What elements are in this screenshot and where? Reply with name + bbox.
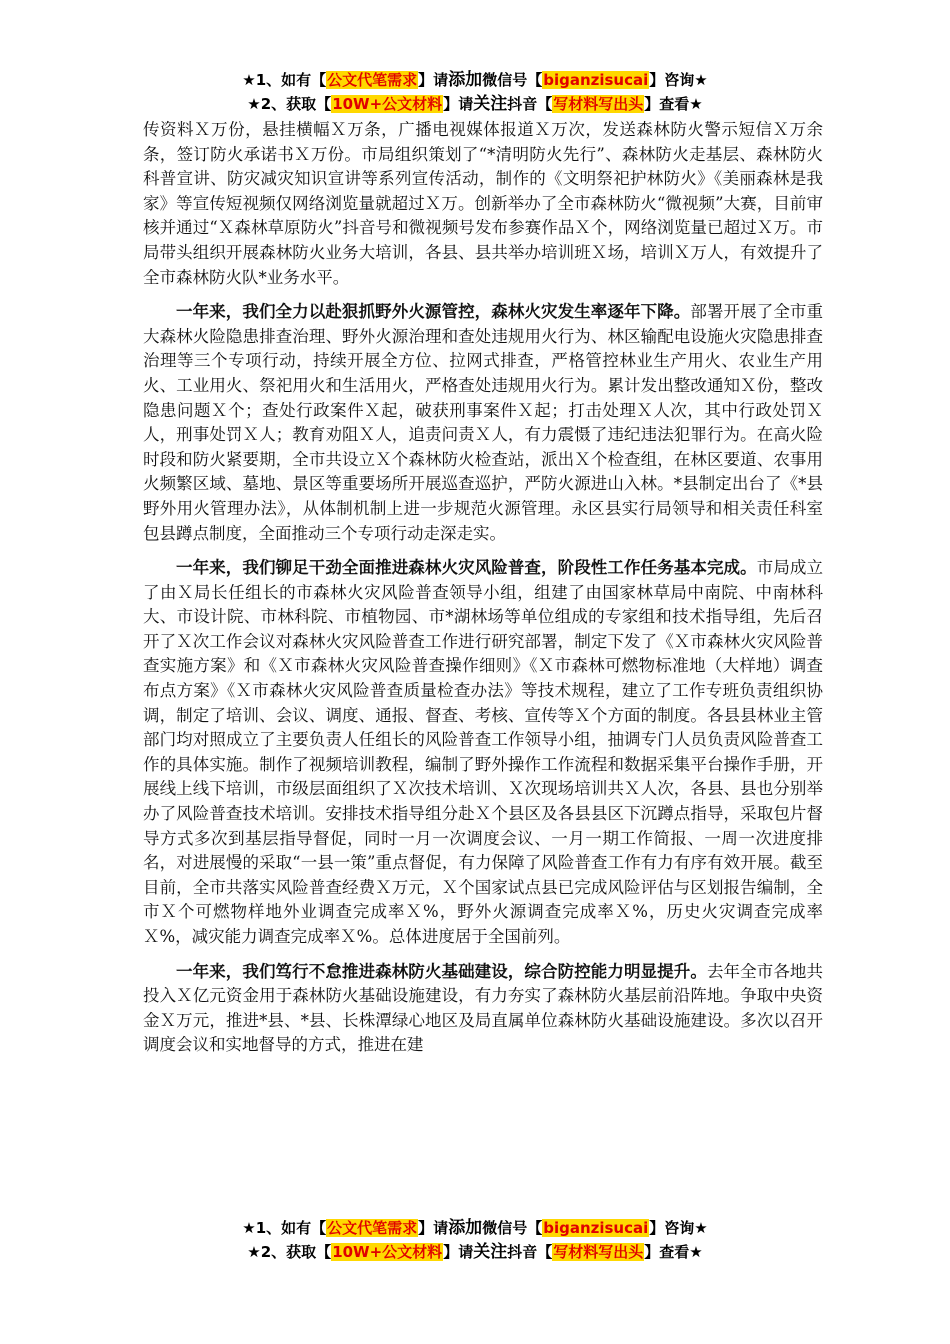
promo-line-1: ★1、如有【公文代笔需求】请添加微信号【biganzisucai】咨询★ (242, 70, 708, 90)
promo-banner-top (0, 68, 950, 116)
paragraph-2: 一年来，我们全力以赴狠抓野外火源管控，森林火灾发生率逐年下降。部署开展了全市重大森林火险隐患排查治理、野外火源治理和查处违规用火行为、林区输配电设施火灾隐患排查治理等三个专项行动，持续开展全方位、拉网式排查，严格管控林业生产用火、农业生产用火、工业用火、祭祀用火和生活用火，严格查处违规用火行为。累计发出整改通知Ｘ份，整改隐患问题Ｘ个；查处行政案件Ｘ起，破获刑事案件Ｘ起；打击处理Ｘ人次，其中行政处罚Ｘ人，刑事处罚Ｘ人；教育劝阻Ｘ人，追责问责Ｘ人，有力震慑了违纪违法犯罪行为。在高火险时段和防火紧要期，全市共设立Ｘ个森林防火检查站，派出Ｘ个检查组，在林区要道、农事用火频繁区域、墓地、景区等重要场所开展巡查巡护，严防火源进山入林。*县制定出台了《*县野外用火管理办法》，从体制机制上进一步规范火源管理。永区县实行局领导和相关责任科室包县蹲点制度，全面推动三个专项行动走深走实。 (143, 302, 824, 543)
paragraph-1: 传资料Ｘ万份，悬挂横幅Ｘ万条，广播电视媒体报道Ｘ万次，发送森林防火警示短信Ｘ万余条，签订防火承诺书Ｘ万份。市局组织策划了“*清明防火先行”、森林防火走基层、森林防火科普宣讲、防灾减灾知识宣讲等系列宣传活动，制作的《文明祭祀护林防火》《美丽森林是我家》等宣传短视频仅网络浏览量就超过Ｘ万。创新举办了全市森林防火“微视频”大赛，目前审核并通过“Ｘ森林草原防火”抖音号和微视频号发布参赛作品Ｘ个，网络浏览量已超过Ｘ万。市局带头组织开展森林防火业务大培训，各县、县共举办培训班Ｘ场，培训Ｘ万人，有效提升了全市森林防火队*业务水平。 (143, 120, 823, 287)
highlight-douyin: 写材料写出头 (553, 95, 644, 113)
highlight-service: 公文代笔需求 (327, 1219, 418, 1237)
promo-banner-bottom (0, 1216, 950, 1264)
paragraph-lead: 一年来，我们笃行不怠推进森林防火基础建设，综合防控能力明显提升。 (176, 961, 707, 981)
paragraph-4: 一年来，我们笃行不怠推进森林防火基础建设，综合防控能力明显提升。去年全市各地共投入Ｘ亿元资金用于森林防火基础设施建设，有力夯实了森林防火基层前沿阵地。争取中央资金Ｘ万元，推进*县、*县、长株潭绿心地区及局直属单位森林防火基础设施建设。多次以召开调度会议和实地督导的方式，推进在建 (143, 961, 824, 1055)
highlight-materials: 10W+公文材料 (332, 1243, 443, 1261)
document-body (143, 118, 823, 1068)
highlight-douyin: 写材料写出头 (553, 1243, 644, 1261)
highlight-wechat-id: biganzisucai (543, 71, 649, 89)
paragraph-3: 一年来，我们铆足干劲全面推进森林火灾风险普查，阶段性工作任务基本完成。市局成立了由Ｘ局长任组长的市森林火灾风险普查领导小组，组建了由国家林草局中南院、中南林科大、市设计院、市林科院、市植物园、市*湖林场等单位组成的专家组和技术指导组，先后召开了Ｘ次工作会议对森林火灾风险普查工作进行研究部署，制定下发了《Ｘ市森林火灾风险普查实施方案》和《Ｘ市森林火灾风险普查操作细则》《Ｘ市森林可燃物标准地（大样地）调查布点方案》《Ｘ市森林火灾风险普查质量检查办法》等技术规程，建立了工作专班负责组织协调，制定了培训、会议、调度、通报、督查、考核、宣传等Ｘ个方面的制度。各县县林业主管部门均对照成立了主要负责人任组长的风险普查工作领导小组，抽调专门人员负责风险普查工作的具体实施。制作了视频培训教程，编制了野外操作工作流程和数据采集平台操作手册，开展线上线下培训，市级层面组织了Ｘ次技术培训、Ｘ次现场培训共Ｘ人次，各县、县也分别举办了风险普查技术培训。安排技术指导组分赴Ｘ个县区及各县县区下沉蹲点指导，采取包片督导方式多次到基层指导督促，同时一月一次调度会议、一月一期工作简报、一周一次进度排名，对进展慢的采取“一县一策”重点督促，有力保障了风险普查工作有力有序有效开展。截至目前，全市共落实风险普查经费Ｘ万元，Ｘ个国家试点县已完成风险评估与区划报告编制，全市Ｘ个可燃物样地外业调查完成率Ｘ%，野外火源调查完成率Ｘ%，历史火灾调查完成率Ｘ%，减灾能力调查完成率Ｘ%。总体进度居于全国前列。 (143, 558, 824, 946)
paragraph-lead: 一年来，我们全力以赴狠抓野外火源管控，森林火灾发生率逐年下降。 (176, 302, 691, 322)
highlight-materials: 10W+公文材料 (332, 95, 443, 113)
highlight-wechat-id: biganzisucai (543, 1219, 649, 1237)
promo-line-2: ★2、获取【10W+公文材料】请关注抖音【写材料写出头】查看★ (247, 1242, 703, 1262)
promo-line-2: ★2、获取【10W+公文材料】请关注抖音【写材料写出头】查看★ (247, 94, 703, 114)
highlight-service: 公文代笔需求 (327, 71, 418, 89)
promo-line-1: ★1、如有【公文代笔需求】请添加微信号【biganzisucai】咨询★ (242, 1218, 708, 1238)
paragraph-lead: 一年来，我们铆足干劲全面推进森林火灾风险普查，阶段性工作任务基本完成。 (176, 558, 757, 578)
